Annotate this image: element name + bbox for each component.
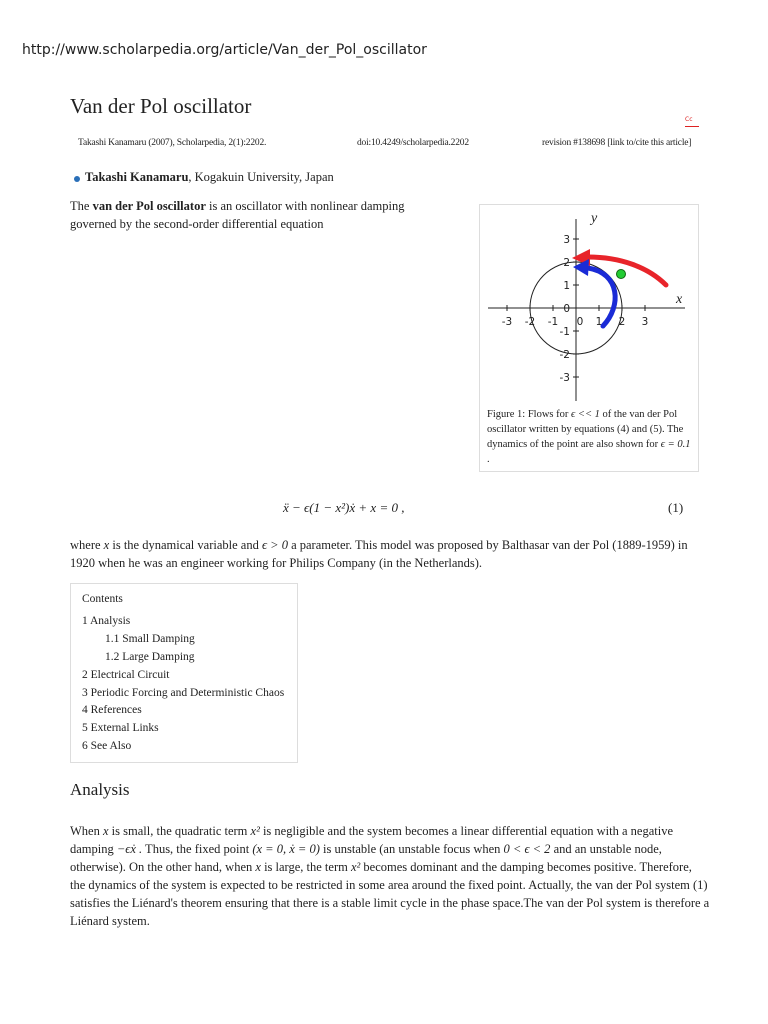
toc-item[interactable]: 4 References (82, 704, 142, 717)
doi-link[interactable]: doi:10.4249/scholarpedia.2202 (357, 138, 469, 148)
a-text-1: When (70, 824, 103, 838)
a-text-6: and an unstable node, otherwise). On the other hand, when (70, 842, 662, 874)
toc-item[interactable]: 3 Periodic Forcing and Deterministic Chaos (82, 686, 285, 699)
x-tick-label: 0 (576, 316, 584, 328)
caption-text-3: . (487, 454, 490, 465)
revision-link[interactable]: revision #138698 [link to/cite this article] (542, 138, 692, 148)
p2-text-3: a parameter. This model was proposed by Balthasar van der Pol (1889-1959) in 1920 when he was an engineer working for Philips Company (in the Netherlands). (70, 538, 688, 570)
p2-math-2: ϵ > 0 (261, 538, 288, 552)
author-line (74, 170, 334, 185)
intro-text: The (70, 199, 93, 213)
toc-heading: Contents (82, 593, 123, 605)
y-tick-label: 0 (563, 303, 570, 315)
toc-item[interactable]: 6 See Also (82, 740, 132, 753)
intro-bold: van der Pol oscillator (92, 199, 206, 213)
intro-paragraph (70, 197, 420, 233)
a-text-3: is negligible and the system becomes a linear differential equation with a negative damping (70, 824, 674, 856)
a-text-7: is large, the term (260, 860, 351, 874)
x-tick-label: -1 (547, 316, 559, 328)
p2-math: x (103, 538, 110, 552)
y-tick-label: 1 (563, 280, 570, 292)
y-axis-label: y (591, 211, 598, 226)
x-axis-label: x (676, 292, 683, 307)
x-tick-label: -2 (524, 316, 536, 328)
caption-math: ϵ << 1 (571, 409, 600, 420)
page-url: http://www.scholarpedia.org/article/Van_der_Pol_oscillator (22, 42, 427, 58)
a-text-2: is small, the quadratic term (108, 824, 251, 838)
a-math-2: x² (250, 824, 260, 838)
a-math-4: (x = 0, ẋ = 0) (252, 842, 320, 856)
p2-text-2: is the dynamical variable and (109, 538, 262, 552)
a-math-6: x (255, 860, 261, 874)
table-of-contents (70, 583, 298, 763)
a-text-5: is unstable (an unstable focus when (319, 842, 504, 856)
x-tick-label: 2 (618, 316, 626, 328)
cite-icon[interactable]: Cc (685, 116, 699, 127)
section-heading-analysis: Analysis (70, 780, 130, 799)
caption-text: Figure 1: Flows for (487, 409, 571, 420)
a-text-8: becomes dominant and the damping becomes positive. Therefore, the dynamics of the system is expected to be restricted in some area around the fixed point. Actually, the van der Pol system (1) satisfies the Liénard's theorem ensuring that there is a stable limit cycle in the phase space.The van der Pol system is therefore a Liénard system. (70, 860, 710, 928)
toc-item[interactable]: 2 Electrical Circuit (82, 668, 170, 681)
y-tick-label: 2 (563, 257, 570, 269)
caption-text-2: of the van der Pol oscillator written by equations (4) and (5). The dynamics of the point are also shown for (487, 409, 684, 450)
a-text-4: Thus, the fixed point (142, 842, 253, 856)
state-point (617, 270, 626, 279)
a-math-7: x² (350, 860, 361, 874)
y-tick-label: -2 (559, 349, 570, 361)
analysis-paragraph (70, 822, 710, 930)
author-affiliation: , Kogakuin University, Japan (188, 170, 334, 184)
equation-number: (1) (668, 500, 684, 515)
caption-math-2: ϵ = 0.1 (660, 439, 691, 450)
toc-item[interactable]: 1.1 Small Damping (105, 632, 195, 645)
toc-item[interactable]: 5 External Links (82, 722, 159, 735)
bullet-icon (74, 176, 80, 182)
figure-caption (487, 407, 695, 467)
x-tick-label: 1 (595, 316, 603, 328)
figure-1[interactable] (479, 204, 699, 472)
intro-text-2: is an oscillator with nonlinear damping governed by the second-order differential equation (70, 199, 405, 231)
p2-text: where (70, 538, 104, 552)
toc-item[interactable]: 1.2 Large Damping (105, 650, 195, 663)
y-tick-label: -3 (559, 372, 570, 384)
y-tick-label: 3 (563, 234, 570, 246)
page-title: Van der Pol oscillator (70, 94, 252, 118)
equation-1: ẍ − ϵ(1 − x²)ẋ + x = 0 , (283, 500, 405, 515)
a-math-1: x (102, 824, 109, 838)
x-tick-label: 3 (641, 316, 649, 328)
author-name[interactable]: Takashi Kanamaru (85, 170, 189, 184)
x-tick-label: -3 (501, 316, 513, 328)
paragraph-2 (70, 536, 710, 572)
toc-item[interactable]: 1 Analysis (82, 615, 131, 627)
toc-list (82, 613, 284, 756)
a-math-3: −ϵẋ . (116, 842, 143, 856)
a-math-5: 0 < ϵ < 2 (503, 842, 551, 856)
y-tick-label: -1 (559, 326, 570, 338)
phase-portrait (480, 205, 698, 405)
citation-text: Takashi Kanamaru (2007), Scholarpedia, 2(1):2202. (78, 138, 267, 148)
